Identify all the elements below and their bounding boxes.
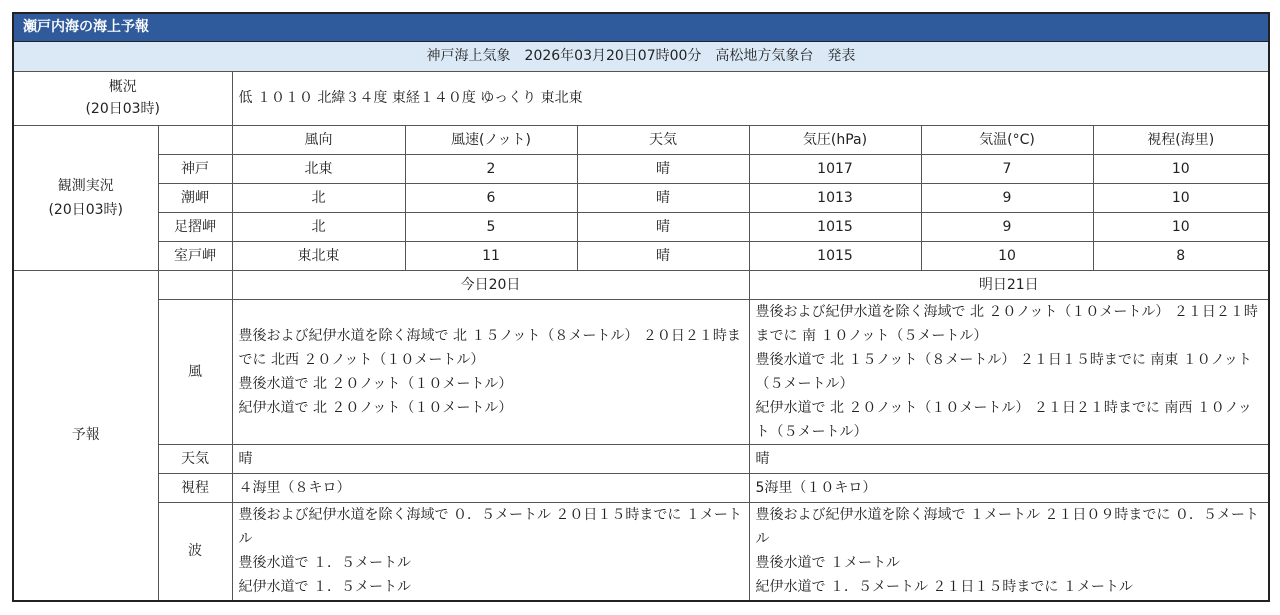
obs-cell-visibility: 10	[1093, 212, 1269, 241]
obs-cell-wind-speed: 6	[405, 183, 577, 212]
forecast-row-waves	[13, 502, 1269, 601]
forecast-label: 予報	[13, 270, 158, 601]
obs-cell-weather: 晴	[577, 241, 749, 270]
obs-cell-wind-direction: 北	[232, 212, 405, 241]
forecast-line: 豊後水道で 北 ２０ノット（１０メートル）	[238, 375, 513, 392]
obs-cell-visibility: 8	[1093, 241, 1269, 270]
obs-cell-pressure: 1017	[749, 154, 921, 183]
obs-cell-wind-speed: 5	[405, 212, 577, 241]
observation-label: 観測実況	[57, 177, 114, 194]
forecast-visibility-tomorrow: 5海里（１０キロ）	[749, 473, 1269, 502]
forecast-row-visibility	[13, 473, 1269, 502]
station-name: 神戸	[158, 154, 232, 183]
issued-info: 神戸海上気象 2026年03月20日07時00分 高松地方気象台 発表	[13, 41, 1269, 71]
forecast-line: 豊後および紀伊水道を除く海域で １メートル ２１日０９時までに ０．５メートル	[755, 507, 1259, 548]
forecast-row-label-visibility: 視程	[158, 473, 232, 502]
overview-label-cell	[13, 71, 232, 125]
forecast-visibility-today: ４海里（８キロ）	[232, 473, 749, 502]
column-header-wind-direction: 風向	[232, 125, 405, 154]
overview-time: (20日03時)	[85, 101, 161, 117]
forecast-row-label-wind: 風	[158, 299, 232, 444]
forecast-weather-today: 晴	[232, 444, 749, 473]
forecast-line: 豊後および紀伊水道を除く海域で 北 ２０ノット（１０メートル） ２１日２１時までに 南 １０ノット（５メートル）	[755, 303, 1258, 344]
forecast-row-label-waves: 波	[158, 502, 232, 601]
forecast-line: 豊後水道で １．５メートル	[238, 555, 411, 572]
forecast-wind-today	[232, 299, 749, 444]
obs-cell-weather: 晴	[577, 212, 749, 241]
obs-cell-pressure: 1015	[749, 241, 921, 270]
forecast-line: 紀伊水道で １．５メートル	[238, 579, 411, 596]
observation-time: (20日03時)	[48, 201, 124, 218]
forecast-wind-today-text	[239, 324, 743, 420]
obs-cell-wind-direction: 東北東	[232, 241, 405, 270]
obs-cell-wind-speed: 11	[405, 241, 577, 270]
obs-cell-visibility: 10	[1093, 154, 1269, 183]
forecast-row-label-weather: 天気	[158, 444, 232, 473]
obs-cell-temperature: 10	[921, 241, 1093, 270]
forecast-wind-tomorrow-text	[756, 300, 1263, 444]
forecast-line: 紀伊水道で 北 ２０ノット（１０メートル）	[238, 399, 513, 416]
column-header-pressure: 気圧(hPa)	[749, 125, 921, 154]
forecast-line: 豊後水道で １メートル	[755, 555, 900, 572]
forecast-row-wind	[13, 299, 1269, 444]
obs-cell-temperature: 9	[921, 183, 1093, 212]
obs-cell-wind-direction: 北	[232, 183, 405, 212]
forecast-line: 紀伊水道で 北 ２０ノット（１０メートル） ２１日２１時までに 南西 １０ノット（５メートル）	[755, 399, 1252, 440]
forecast-line: 紀伊水道で １．５メートル ２１日１５時までに １メートル	[755, 579, 1133, 596]
obs-row-ashizurimisaki	[13, 212, 1269, 241]
obs-cell-pressure: 1013	[749, 183, 921, 212]
forecast-row-weather	[13, 444, 1269, 473]
observation-header-row	[13, 125, 1269, 154]
obs-cell-pressure: 1015	[749, 212, 921, 241]
column-header-wind-speed: 風速(ノット)	[405, 125, 577, 154]
page-title: 瀬戸内海の海上予報	[13, 13, 1269, 41]
obs-cell-temperature: 9	[921, 212, 1093, 241]
obs-cell-wind-direction: 北東	[232, 154, 405, 183]
obs-cell-weather: 晴	[577, 154, 749, 183]
forecast-waves-tomorrow-text	[756, 503, 1263, 599]
station-name: 足摺岬	[158, 212, 232, 241]
column-header-visibility: 視程(海里)	[1093, 125, 1269, 154]
forecast-waves-today	[232, 502, 749, 601]
obs-row-murotomisaki	[13, 241, 1269, 270]
forecast-weather-tomorrow: 晴	[749, 444, 1269, 473]
obs-cell-weather: 晴	[577, 183, 749, 212]
observation-corner-cell	[158, 125, 232, 154]
forecast-day-tomorrow: 明日21日	[749, 270, 1269, 299]
forecast-line: 豊後および紀伊水道を除く海域で 北 １５ノット（８メートル） ２０日２１時までに 北西 ２０ノット（１０メートル）	[238, 327, 741, 368]
column-header-weather: 天気	[577, 125, 749, 154]
observation-label-cell	[13, 125, 158, 270]
station-name: 室戸岬	[158, 241, 232, 270]
forecast-wind-tomorrow	[749, 299, 1269, 444]
obs-cell-visibility: 10	[1093, 183, 1269, 212]
overview-label: 概況	[108, 79, 137, 95]
obs-row-shionomisaki	[13, 183, 1269, 212]
forecast-waves-today-text	[239, 503, 743, 599]
forecast-day-today: 今日20日	[232, 270, 749, 299]
column-header-temperature: 気温(°C)	[921, 125, 1093, 154]
issued-row	[13, 41, 1269, 71]
overview-text: 低 １０１０ 北緯３４度 東経１４０度 ゆっくり 東北東	[232, 71, 1269, 125]
station-name: 潮岬	[158, 183, 232, 212]
obs-row-kobe	[13, 154, 1269, 183]
forecast-corner-cell	[158, 270, 232, 299]
forecast-line: 豊後水道で 北 １５ノット（８メートル） ２１日１５時までに 南東 １０ノット（５メートル）	[755, 351, 1252, 392]
obs-cell-temperature: 7	[921, 154, 1093, 183]
overview-row	[13, 71, 1269, 125]
sea-forecast-table	[12, 12, 1270, 602]
title-row	[13, 13, 1269, 41]
forecast-header-row	[13, 270, 1269, 299]
forecast-line: 豊後および紀伊水道を除く海域で ０．５メートル ２０日１５時までに １メートル	[238, 507, 742, 548]
obs-cell-wind-speed: 2	[405, 154, 577, 183]
forecast-waves-tomorrow	[749, 502, 1269, 601]
